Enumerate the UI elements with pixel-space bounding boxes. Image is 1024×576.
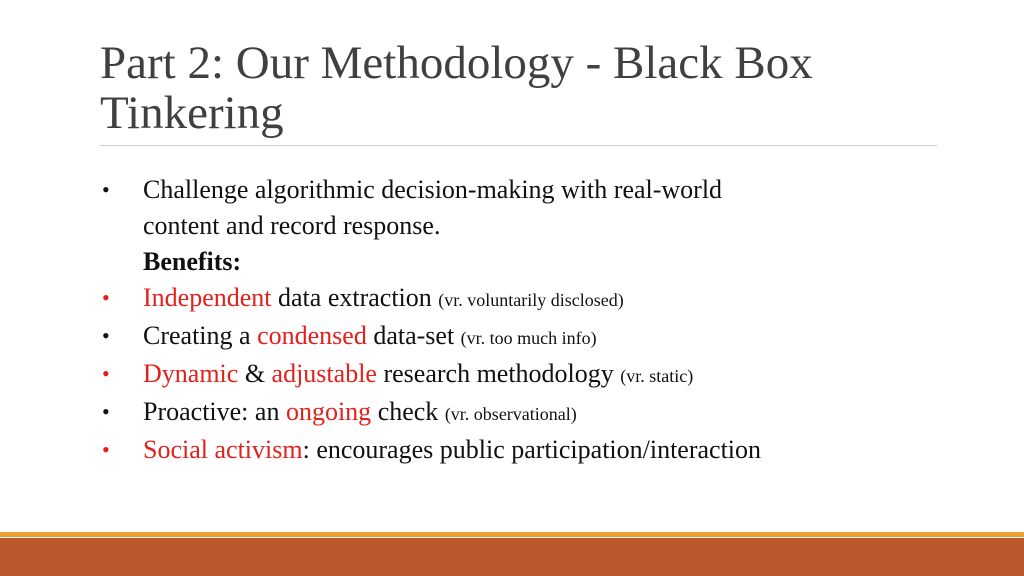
bullet-text: data extraction [271,283,439,312]
bullet-note: (vr. voluntarily disclosed) [438,290,624,310]
bullet-text: data-set [366,321,461,350]
bullet-text: : encourages public participation/interaction [302,435,762,464]
bullet-dot-icon: • [102,437,110,462]
footer-bar [0,538,1024,576]
bullet-dynamic [100,356,960,394]
bullet-dot-icon: • [102,399,110,424]
intro-line-2: content and record response. [143,211,441,240]
bullet-text: research methodology [376,359,621,388]
highlight-text: ongoing [285,397,372,426]
highlight-text: condensed [257,321,367,350]
bullet-note: (vr. static) [620,366,694,386]
bullet-dot-icon: • [102,361,110,386]
bullet-text: check [371,397,445,426]
highlight-text: Independent [143,283,272,312]
bullet-text-mid: & [238,359,272,388]
highlight-text: Dynamic [143,359,239,388]
bullet-note: (vr. too much info) [460,328,597,348]
benefits-heading: Benefits: [143,247,242,276]
title-divider [100,145,937,146]
highlight-text-2: adjustable [271,359,377,388]
bullet-social-activism [100,432,960,468]
bullet-note: (vr. observational) [444,404,577,424]
bullet-text-pre: Creating a [143,321,258,350]
highlight-text: Social activism [143,435,303,464]
bullet-dot-icon: • [102,285,110,310]
bullet-independent [100,280,960,318]
bullet-text-pre: Proactive: an [143,397,286,426]
intro-line-1: Challenge algorithmic decision-making with real-world [143,175,723,204]
content-list [100,172,960,468]
bullet-condensed [100,318,960,356]
bullet-dot-icon: • [102,177,110,202]
bullet-proactive [100,394,960,432]
footer-accent-line [0,532,1024,537]
bullet-intro [100,172,960,244]
bullet-dot-icon: • [102,323,110,348]
slide-title: Part 2: Our Methodology - Black Box Tinkering [100,37,813,139]
